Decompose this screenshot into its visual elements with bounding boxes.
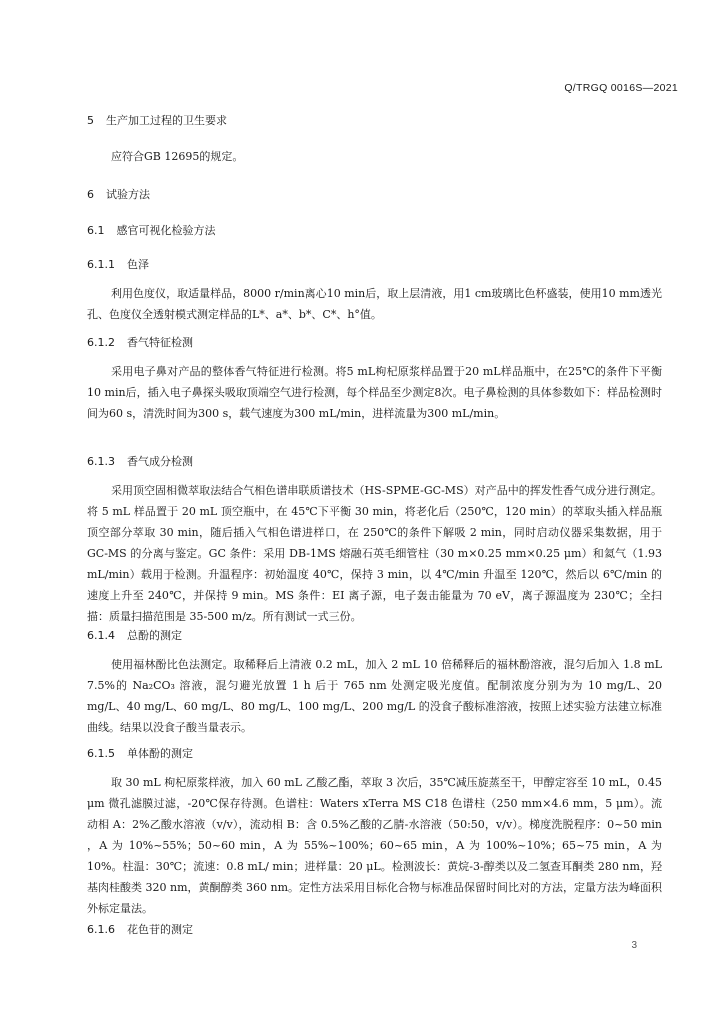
section-number: 6.1 (87, 224, 105, 237)
section-6-1-6-heading (87, 921, 193, 937)
section-title: 单体酚的测定 (127, 747, 193, 760)
section-title: 香气成分检测 (127, 455, 193, 468)
section-6-1-2-body: 采用电子鼻对产品的整体香气特征进行检测。将5 mL枸杞原浆样品置于20 mL样品瓶中，在25℃的条件下平衡10 min后，插入电子鼻探头吸取顶端空气进行检测，每个样品至少测定8次。电子鼻检测的具体参数如下：样品检测时间为60 s，清洗时间为300 s，载气速度为300 mL/min，进样流量为300 mL/min。 (87, 365, 662, 420)
section-title: 花色苷的测定 (127, 923, 193, 936)
section-title: 试验方法 (106, 188, 150, 201)
section-title: 总酚的测定 (127, 629, 182, 642)
section-6-1-1-body: 利用色度仪，取适量样品，8000 r/min离心10 min后，取上层清液，用1 cm玻璃比色杯盛装，使用10 mm透光孔、色度仪全透射模式测定样品的L*、a*、b*、C*、h°值。 (87, 287, 662, 321)
section-number: 6 (87, 188, 94, 201)
section-6-1-5-heading (87, 745, 193, 761)
section-number: 6.1.6 (87, 923, 115, 936)
section-6-1-2-heading (87, 334, 193, 350)
document-code: Q/TRGQ 0016S—2021 (564, 82, 678, 94)
section-number: 6.1.5 (87, 747, 115, 760)
page-number: 3 (631, 940, 637, 951)
section-6-1-3-body: 采用顶空固相微萃取法结合气相色谱串联质谱技术（HS-SPME-GC-MS）对产品中的挥发性香气成分进行测定。将 5 mL 样品置于 20 mL 顶空瓶中，在 45℃下平衡 30 min，将老化后（250℃，120 min）的萃取头插入样品瓶顶空部分萃取 30 min，随后插入气相色谱进样口，在 250℃的条件下解吸 2 min，同时启动仪器采集数据，用于 GC-MS 的分离与鉴定。GC 条件：采用 DB-1MS 熔融石英毛细管柱（30 m×0.25 mm×0.25 μm）和氦气（1.93 mL/min）载用于检测。升温程序：初始温度 40℃，保持 3 min，以 4℃/min 升温至 120℃，然后以 6℃/min 的速度上升至 240℃，并保持 9 min。MS 条件：EI 离子源，电子轰击能量为 70 eV，离子源温度为 230℃；全扫描：质量扫描范围是 35-500 m/z。所有测试一式三份。 (87, 484, 662, 623)
section-6-1-1-heading (87, 256, 149, 272)
section-number: 6.1.1 (87, 258, 115, 271)
section-number: 5 (87, 114, 94, 127)
section-number: 6.1.3 (87, 455, 115, 468)
section-title: 色泽 (127, 258, 149, 271)
section-6-1-heading (87, 222, 216, 238)
section-title: 感官可视化检验方法 (116, 224, 216, 237)
section-6-1-4-heading (87, 627, 182, 643)
section-6-1-5-body: 取 30 mL 枸杞原浆样液，加入 60 mL 乙酸乙酯，萃取 3 次后，35℃减压旋蒸至干，甲醇定容至 10 mL，0.45 μm 微孔滤膜过滤，-20℃保存待测。色谱柱：Waters xTerra MS C18 色谱柱（250 mm×4.6 mm，5 μm）。流动相 A：2%乙酸水溶液（v/v），流动相 B：含 0.5%乙酸的乙腈-水溶液（50:50，v/v）。梯度洗脱程序：0~50 min ，A 为 10%~55%；50~60 min，A 为 55%~100%；60~65 min，A 为 100%~10%；65~75 min，A 为 10%。柱温：30℃；流速：0.8 mL/ min；进样量：20 μL。检测波长：黄烷-3-醇类以及二氢查耳酮类 280 nm，羟基肉桂酸类 320 nm，黄酮醇类 360 nm。定性方法采用目标化合物与标准品保留时间比对的方法，定量方法为峰面积外标定量法。 (87, 776, 663, 915)
section-number: 6.1.2 (87, 336, 115, 349)
section-5-body: 应符合GB 12695的规定。 (111, 150, 244, 163)
section-6-heading (87, 186, 150, 202)
section-6-1-3-heading (87, 453, 193, 469)
section-number: 6.1.4 (87, 629, 115, 642)
section-5-heading (87, 112, 227, 128)
section-6-1-4-body: 使用福林酚比色法测定。取稀释后上清液 0.2 mL，加入 2 mL 10 倍稀释后的福林酚溶液，混匀后加入 1.8 mL 7.5%的 Na₂CO₃ 溶液，混匀避光放置 1 h 后于 765 nm 处测定吸光度值。配制浓度分别为为 10 mg/L、20 mg/L、40 mg/L、60 mg/L、80 mg/L、100 mg/L、200 mg/L 的没食子酸标准溶液，按照上述实验方法建立标准曲线。结果以没食子酸当量表示。 (87, 658, 662, 734)
section-title: 生产加工过程的卫生要求 (106, 114, 227, 127)
section-title: 香气特征检测 (127, 336, 193, 349)
